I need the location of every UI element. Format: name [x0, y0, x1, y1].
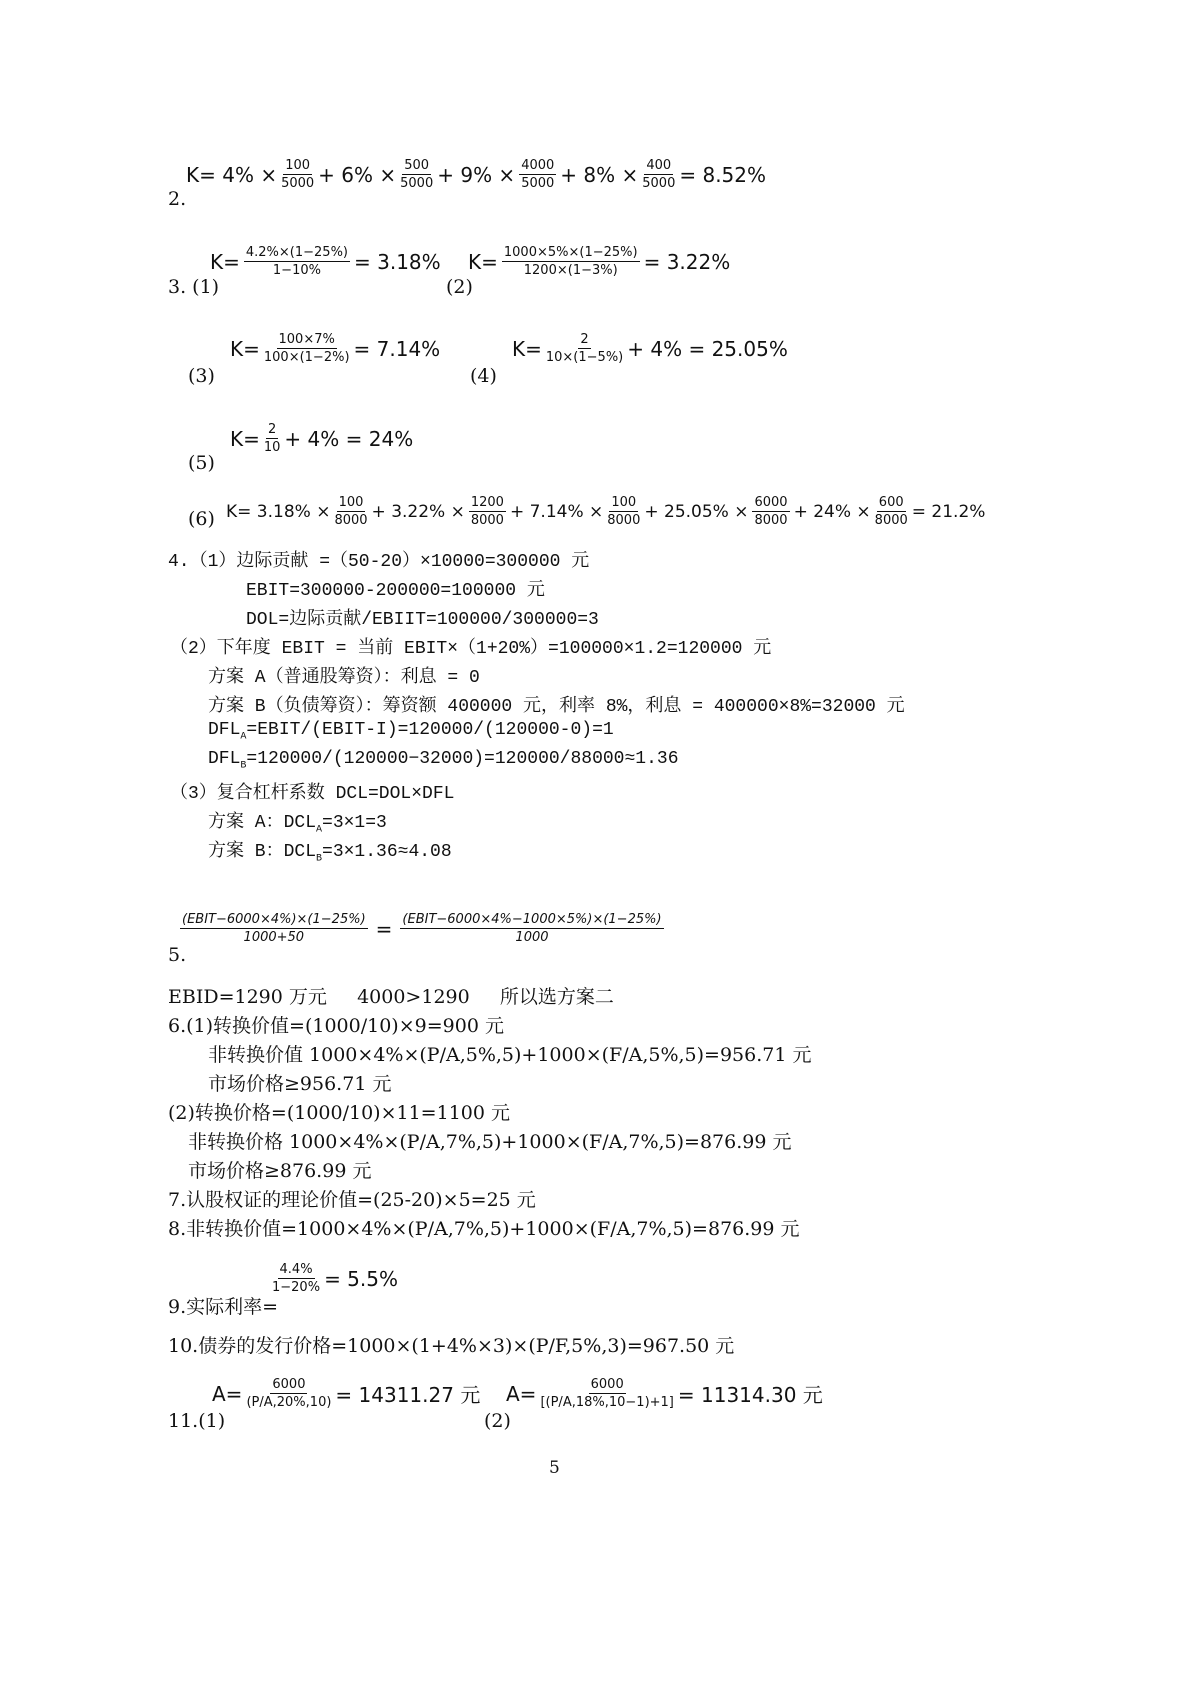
q11-label-1: 11.(1) — [168, 1410, 226, 1432]
q4-line-3: DOL=边际贡献/EBIIT=100000/300000=3 — [246, 610, 599, 630]
q4-line-6: 方案 B（负债筹资）：筹资额 400000 元，利率 8%，利息 = 400000×8%=32000 元 — [208, 697, 905, 717]
q4-line-1: 4.（1）边际贡献 =（50-20）×10000=300000 元 — [168, 552, 590, 572]
q3-label-3: (3) — [188, 365, 215, 387]
q4-line-9: （3）复合杠杆系数 DCL=DOL×DFL — [170, 784, 455, 804]
q10-line: 10.债券的发行价格=1000×(1+4%×3)×(P/F,5%,3)=967.50 元 — [168, 1335, 735, 1357]
q4-line-4: （2）下年度 EBIT = 当前 EBIT×（1+20%）=100000×1.2=120000 元 — [170, 639, 772, 659]
q4-line-5: 方案 A（普通股筹资）：利息 = 0 — [208, 668, 480, 688]
q3-label-2: (2) — [446, 276, 473, 298]
q3-formula-4: K= $\frac{2}{10\times(1-5\%)}$ + 4% = 25.05% — [512, 332, 788, 365]
q4-line-7: $DFL_A=EBIT/(EBIT-I)=120000/(120000-0)=1$ — [208, 720, 614, 743]
q2-fraction-1: $\frac{100}{5000}$ — [281, 158, 315, 191]
q3-formula-3: K= $\frac{100\times 7\%}{100\times(1-2\%)}$ = 7.14% — [230, 332, 441, 365]
q2-fraction-4: $\frac{400}{5000}$ — [642, 158, 676, 191]
q5-conclusion: EBID=1290 万元 4000>1290 所以选方案二 — [168, 986, 614, 1008]
q3-formula-2: K= $\frac{1000\times 5\%\times(1-25\%)}{1200\times(1-3\%)}$ = 3.22% — [468, 245, 731, 278]
q2-fraction-2: $\frac{500}{5000}$ — [400, 158, 434, 191]
q5-label: 5. — [168, 944, 187, 966]
q3-formula-1: K= $\frac{4.2\%\times(1-25\%)}{1-10\%}$ = 3.18% — [210, 245, 441, 278]
q5-equation: $\frac{\text{(EBIT−6000×4\%)×(1−25\%)}}{1000+50}$ = $\frac{\text{(EBIT−6000×4\%−1000×5\%)×(1−25\%)}}{1000}$ — [182, 912, 662, 945]
q11-formula-2: A= $\frac{6000}{[(P/A,18\%,10-1)+1]}$ = 11314.30 元 — [506, 1377, 823, 1410]
q3-formula-5: K= $\frac{2}{10}$ + 4% = 24% — [230, 422, 414, 455]
q2-result: = 8.52% — [679, 162, 767, 187]
q4-line-2: EBIT=300000-200000=100000 元 — [246, 581, 545, 601]
q4-line-10: 方案 A：$DCL_A=3\times 1=3$ — [208, 813, 387, 836]
q3-label-5: (5) — [188, 452, 215, 474]
q2-formula: K= 4% × $\frac{100}{5000}$ + 6% × $\frac{500}{5000}$ + 9% × $\frac{4000}{5000}$ + 8% × $\frac{400}{5000}$ = 8.52% — [186, 158, 767, 191]
page-number: 5 — [549, 1458, 560, 1478]
q6-line-1: 6.(1)转换价值=(1000/10)×9=900 元 — [168, 1015, 504, 1037]
q3-formula-6: K= 3.18% × $\frac{100}{8000}$ + 3.22% × $\frac{1200}{8000}$ + 7.14% × $\frac{100}{8000}$ + 25.05% × $\frac{6000}{8000}$ + 24% × $\frac{600}{8000}$ = 21.2% — [226, 495, 986, 528]
q2-lead: K= 4% × — [186, 162, 278, 187]
q6-line-2: 非转换价值 1000×4%×(P/A,5%,5)+1000×(F/A,5%,5)=956.71 元 — [208, 1044, 812, 1066]
q3-label-4: (4) — [470, 365, 497, 387]
q4-line-8: $DFL_B=120000/(120000-32000)=120000/88000\approx 1.36$ — [208, 749, 679, 772]
q8-line: 8.非转换价值=1000×4%×(P/A,7%,5)+1000×(F/A,7%,5)=876.99 元 — [168, 1218, 800, 1240]
q11-formula-1: A= $\frac{6000}{(P/A,20\%,10)}$ = 14311.27 元 — [212, 1377, 481, 1410]
q3-label-1: 3. (1) — [168, 276, 220, 298]
q6-line-4: (2)转换价格=(1000/10)×11=1100 元 — [168, 1102, 511, 1124]
q7-line: 7.认股权证的理论价值=(25-20)×5=25 元 — [168, 1189, 536, 1211]
q2-fraction-3: $\frac{4000}{5000}$ — [521, 158, 555, 191]
q6-line-5: 非转换价格 1000×4%×(P/A,7%,5)+1000×(F/A,7%,5)=876.99 元 — [188, 1131, 792, 1153]
q3-label-6: (6) — [188, 508, 215, 530]
q6-line-3: 市场价格≥956.71 元 — [208, 1073, 392, 1095]
q11-label-2: (2) — [484, 1410, 511, 1432]
q4-line-11: 方案 B：$DCL_B=3\times 1.36\approx 4.08$ — [208, 842, 452, 865]
q6-line-6: 市场价格≥876.99 元 — [188, 1160, 372, 1182]
q2-label: 2. — [168, 188, 187, 210]
q9-formula: $\frac{4.4\%}{1-20\%}$ = 5.5% — [272, 1262, 398, 1295]
q9-label: 9.实际利率= — [168, 1296, 279, 1318]
